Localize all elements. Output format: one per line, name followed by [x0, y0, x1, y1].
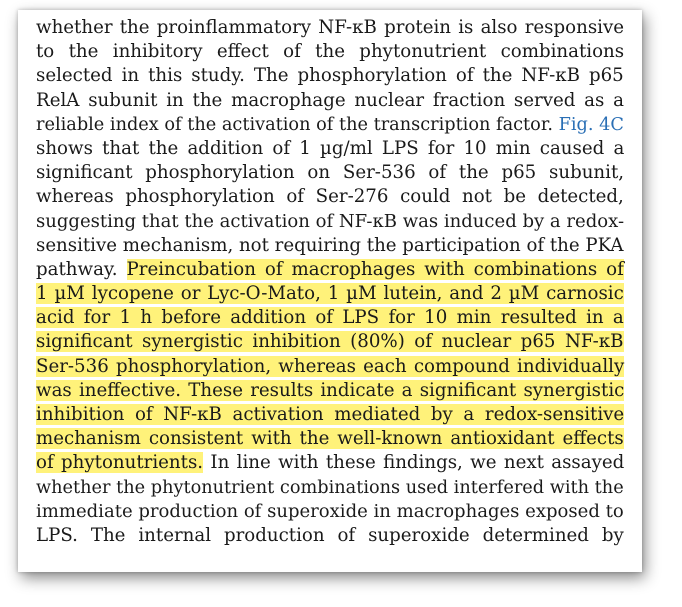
text-line: [36, 306, 624, 330]
text-line: [36, 330, 624, 354]
highlighted-text: inhibition of NF-κB activation mediated by a redox-sensitive: [36, 404, 625, 425]
text-line: [36, 476, 624, 500]
text-line: [36, 451, 624, 475]
highlighted-text: mechanism consistent with the well-known antioxidant effects: [36, 428, 624, 450]
highlighted-text: Ser-536 phosphorylation, whereas each compound individually: [36, 355, 625, 377]
text-segment: pathway.: [36, 258, 127, 280]
highlighted-text: Preincubation of macrophages with combinations of: [126, 258, 624, 280]
text-segment: to the inhibitory effect of the phytonutrient combinations: [36, 41, 625, 63]
text-line: [36, 89, 624, 113]
text-segment: immediate production of superoxide in macrophages exposed to: [36, 500, 624, 522]
text-line: [36, 403, 624, 427]
text-segment: LPS. The internal production of superoxide determined by: [36, 524, 624, 546]
text-segment: suggesting that the activation of NF-κB was induced by a redox-: [36, 210, 625, 232]
text-line: [36, 524, 624, 548]
text-line: [36, 355, 624, 379]
highlighted-text: of phytonutrients.: [36, 452, 204, 474]
highlighted-text: acid for 1 h before addition of LPS for 10 min resulted in a: [36, 307, 624, 329]
text-line: [36, 500, 624, 524]
text-segment: whether the proinflammatory NF-κB protein is also responsive: [36, 17, 625, 38]
text-segment: whether the phytonutrient combinations used interfered with the: [36, 477, 624, 498]
highlighted-text: 1 µM lycopene or Lyc-O-Mato, 1 µM lutein, and 2 µM carnosic: [36, 283, 624, 305]
text-line: [36, 427, 624, 451]
text-line: [36, 282, 624, 306]
text-segment: reliable index of the activation of the transcription factor.: [36, 114, 559, 135]
text-line: [36, 258, 624, 282]
text-line: [36, 113, 624, 137]
text-segment: In line with these findings, we next assayed: [203, 452, 625, 474]
text-line: [36, 379, 624, 403]
text-line: [36, 161, 624, 185]
text-line: [36, 64, 624, 88]
figure-link[interactable]: Fig. 4C: [558, 114, 624, 135]
text-segment: whereas phosphorylation of Ser-276 could not be detected,: [36, 186, 624, 208]
text-segment: significant phosphorylation on Ser-536 of the p65 subunit,: [36, 162, 625, 184]
text-line: [36, 185, 624, 209]
highlighted-text: was ineffective. These results indicate a significant synergistic: [36, 379, 625, 401]
text-line: [36, 137, 624, 161]
body-paragraph: [36, 16, 624, 548]
text-segment: sensitive mechanism, not requiring the participation of the PKA: [36, 234, 624, 256]
text-line: [36, 16, 624, 40]
highlighted-text: significant synergistic inhibition (80%) of nuclear p65 NF-κB: [36, 331, 624, 353]
text-segment: shows that the addition of 1 µg/ml LPS for 10 min caused a: [36, 137, 625, 159]
text-line: [36, 40, 624, 64]
document-page: [18, 10, 642, 572]
text-segment: selected in this study. The phosphorylation of the NF-κB p65: [36, 65, 624, 87]
text-segment: RelA subunit in the macrophage nuclear fraction served as a: [36, 89, 624, 111]
text-line: [36, 210, 624, 234]
text-line: [36, 234, 624, 258]
